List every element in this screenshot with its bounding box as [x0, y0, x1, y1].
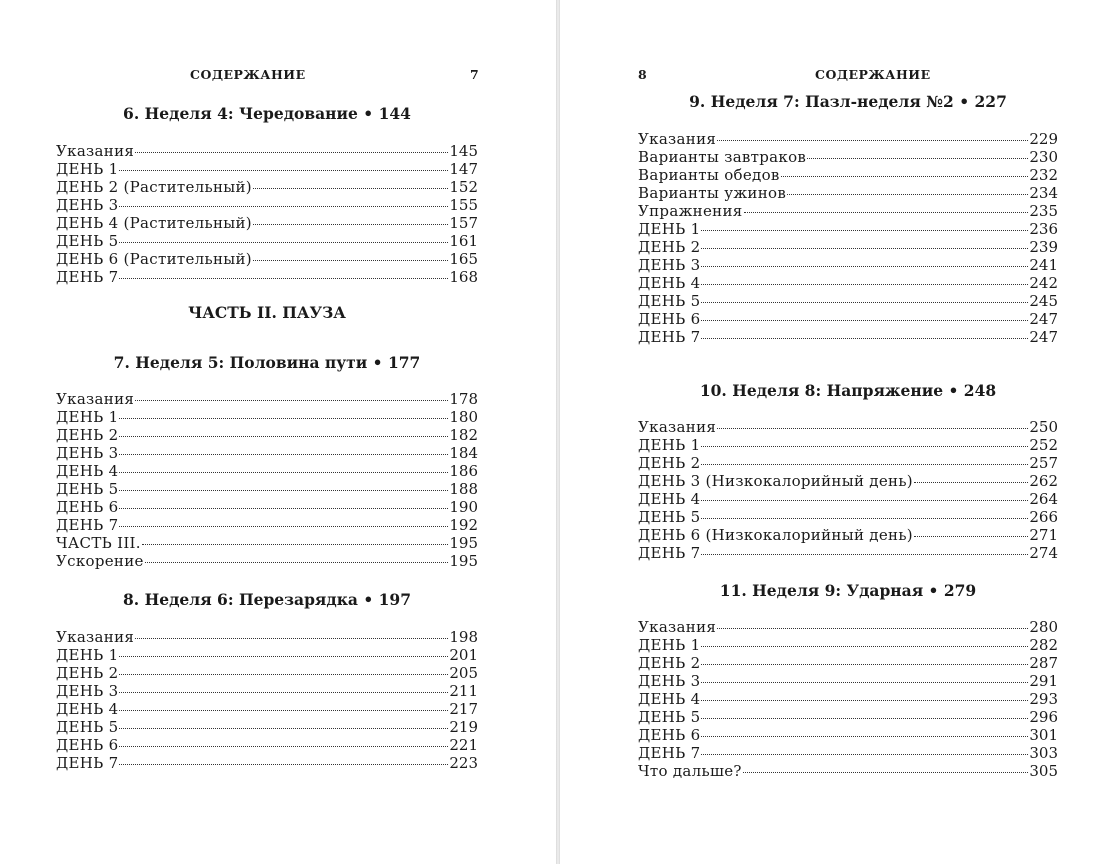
dot-leader: [744, 212, 1029, 213]
toc-entry-page: 293: [1029, 690, 1058, 708]
toc-entry-page: 184: [449, 444, 478, 462]
toc-entry[interactable]: [56, 480, 478, 498]
dot-leader: [781, 176, 1029, 177]
toc-list-week4: [56, 142, 478, 286]
toc-entry-label: Указания: [56, 142, 135, 160]
dot-leader: [701, 518, 1028, 519]
dot-leader: [119, 454, 448, 455]
toc-entry-page: 161: [449, 232, 478, 250]
toc-entry[interactable]: [56, 718, 478, 736]
toc-entry-page: 271: [1029, 526, 1058, 544]
toc-section-week9: [638, 582, 1058, 600]
toc-entry-page: 241: [1029, 256, 1058, 274]
toc-entry-label: ДЕНЬ 5: [56, 232, 119, 250]
toc-entry[interactable]: [638, 618, 1058, 636]
toc-entry[interactable]: [638, 654, 1058, 672]
toc-entry[interactable]: [638, 708, 1058, 726]
toc-list-week5: [56, 390, 478, 570]
toc-entry-page: 287: [1029, 654, 1058, 672]
toc-entry-label: ДЕНЬ 6 (Растительный): [56, 250, 252, 268]
dot-leader: [119, 508, 448, 509]
toc-entry[interactable]: [638, 690, 1058, 708]
toc-entry-label: ДЕНЬ 1: [56, 408, 119, 426]
dot-leader: [142, 544, 449, 545]
toc-entry[interactable]: [56, 700, 478, 718]
toc-entry[interactable]: [638, 744, 1058, 762]
toc-entry[interactable]: [638, 238, 1058, 256]
toc-entry-label: ДЕНЬ 7: [638, 328, 701, 346]
toc-entry-page: 168: [449, 268, 478, 286]
dot-leader: [701, 464, 1028, 465]
toc-entry[interactable]: [56, 444, 478, 462]
dot-leader: [701, 736, 1028, 737]
toc-entry[interactable]: [638, 490, 1058, 508]
toc-entry-label: ДЕНЬ 1: [56, 160, 119, 178]
toc-entry-page: 239: [1029, 238, 1058, 256]
toc-entry-page: 155: [449, 196, 478, 214]
toc-entry-page: 264: [1029, 490, 1058, 508]
dot-leader: [119, 170, 448, 171]
dot-leader: [119, 418, 448, 419]
toc-entry-page: 291: [1029, 672, 1058, 690]
dot-leader: [119, 278, 448, 279]
toc-entry-label: Указания: [638, 130, 717, 148]
toc-entry[interactable]: [638, 762, 1058, 780]
dot-leader: [119, 206, 448, 207]
toc-entry[interactable]: [638, 274, 1058, 292]
toc-entry-page: 195: [449, 534, 478, 552]
toc-entry-label: ДЕНЬ 5: [638, 508, 701, 526]
toc-entry-label: ДЕНЬ 2: [56, 664, 119, 682]
toc-entry-page: 274: [1029, 544, 1058, 562]
toc-entry-page: 229: [1029, 130, 1058, 148]
dot-leader: [119, 472, 448, 473]
section-heading: 7. Неделя 5: Половина пути • 177: [113, 353, 421, 372]
toc-entry[interactable]: [638, 636, 1058, 654]
toc-entry-label: ДЕНЬ 7: [638, 544, 701, 562]
toc-entry[interactable]: [56, 214, 478, 232]
page-number-right: 8: [638, 67, 647, 82]
toc-entry[interactable]: [56, 408, 478, 426]
toc-entry-page: 247: [1029, 328, 1058, 346]
toc-entry-label: ДЕНЬ 6 (Низкокалорийный день): [638, 526, 913, 544]
toc-entry-label: Варианты ужинов: [638, 184, 787, 202]
toc-entry-page: 180: [449, 408, 478, 426]
dot-leader: [914, 536, 1028, 537]
dot-leader: [253, 224, 448, 225]
dot-leader: [135, 152, 448, 153]
toc-entry[interactable]: [56, 232, 478, 250]
toc-entry[interactable]: [638, 418, 1058, 436]
toc-entry[interactable]: [56, 178, 478, 196]
toc-entry-page: 250: [1029, 418, 1058, 436]
toc-entry-label: ЧАСТЬ III.: [56, 534, 141, 552]
dot-leader: [119, 728, 448, 729]
toc-entry-page: 242: [1029, 274, 1058, 292]
toc-entry[interactable]: [638, 726, 1058, 744]
toc-entry-label: Что дальше?: [638, 762, 742, 780]
toc-entry-label: ДЕНЬ 1: [56, 646, 119, 664]
toc-entry-label: ДЕНЬ 1: [638, 636, 701, 654]
toc-entry[interactable]: [638, 672, 1058, 690]
dot-leader: [701, 700, 1028, 701]
toc-entry[interactable]: [638, 166, 1058, 184]
toc-section-week5: [56, 354, 478, 372]
toc-entry-page: 186: [449, 462, 478, 480]
toc-entry[interactable]: [56, 754, 478, 772]
dot-leader: [701, 682, 1028, 683]
toc-entry-page: 252: [1029, 436, 1058, 454]
toc-entry-label: ДЕНЬ 3: [638, 672, 701, 690]
toc-entry[interactable]: [638, 508, 1058, 526]
dot-leader: [119, 656, 448, 657]
dot-leader: [701, 500, 1028, 501]
toc-entry-page: 192: [449, 516, 478, 534]
toc-entry[interactable]: [638, 184, 1058, 202]
section-heading: 11. Неделя 9: Ударная • 279: [719, 581, 977, 600]
toc-entry[interactable]: [638, 220, 1058, 238]
part-heading: [56, 304, 478, 322]
toc-entry[interactable]: [56, 534, 478, 552]
dot-leader: [787, 194, 1028, 195]
dot-leader: [119, 526, 448, 527]
toc-entry-page: 182: [449, 426, 478, 444]
toc-entry-page: 236: [1029, 220, 1058, 238]
dot-leader: [701, 320, 1028, 321]
running-head-right: СОДЕРЖАНИЕ: [815, 67, 931, 82]
toc-entry[interactable]: [56, 142, 478, 160]
toc-entry[interactable]: [638, 436, 1058, 454]
toc-entry[interactable]: [56, 426, 478, 444]
toc-entry-label: ДЕНЬ 6: [638, 310, 701, 328]
toc-entry[interactable]: [638, 454, 1058, 472]
toc-entry-page: 234: [1029, 184, 1058, 202]
toc-entry[interactable]: [638, 310, 1058, 328]
toc-entry-label: ДЕНЬ 2: [638, 654, 701, 672]
toc-entry[interactable]: [56, 462, 478, 480]
toc-entry-label: ДЕНЬ 3: [56, 444, 119, 462]
dot-leader: [914, 482, 1028, 483]
toc-entry-label: ДЕНЬ 6: [56, 498, 119, 516]
toc-entry-page: 247: [1029, 310, 1058, 328]
dot-leader: [701, 754, 1028, 755]
toc-entry-label: ДЕНЬ 5: [638, 292, 701, 310]
toc-entry-page: 211: [449, 682, 478, 700]
dot-leader: [701, 338, 1028, 339]
dot-leader: [701, 664, 1028, 665]
toc-entry-label: ДЕНЬ 4 (Растительный): [56, 214, 252, 232]
toc-entry-label: ДЕНЬ 3: [638, 256, 701, 274]
toc-entry-page: 157: [449, 214, 478, 232]
toc-entry-page: 178: [449, 390, 478, 408]
toc-entry-label: ДЕНЬ 3 (Низкокалорийный день): [638, 472, 913, 490]
toc-entry-page: 205: [449, 664, 478, 682]
toc-entry-label: ДЕНЬ 7: [56, 268, 119, 286]
dot-leader: [119, 490, 448, 491]
toc-entry-page: 195: [449, 552, 478, 570]
dot-leader: [807, 158, 1028, 159]
toc-entry-page: 188: [449, 480, 478, 498]
dot-leader: [119, 764, 448, 765]
section-heading: 10. Неделя 8: Напряжение • 248: [699, 381, 997, 400]
toc-entry[interactable]: [56, 390, 478, 408]
dot-leader: [701, 554, 1028, 555]
dot-leader: [701, 230, 1028, 231]
toc-entry-label: ДЕНЬ 2: [638, 238, 701, 256]
section-heading: 8. Неделя 6: Перезарядка • 197: [123, 590, 411, 609]
dot-leader: [119, 436, 448, 437]
toc-entry[interactable]: [638, 544, 1058, 562]
running-head-left: СОДЕРЖАНИЕ: [190, 67, 306, 82]
toc-entry-label: ДЕНЬ 2: [56, 426, 119, 444]
toc-entry-label: ДЕНЬ 5: [56, 480, 119, 498]
dot-leader: [701, 266, 1028, 267]
toc-entry[interactable]: [638, 130, 1058, 148]
toc-entry[interactable]: [638, 292, 1058, 310]
toc-entry-label: ДЕНЬ 4: [638, 690, 701, 708]
toc-entry-label: Варианты обедов: [638, 166, 780, 184]
toc-entry[interactable]: [56, 268, 478, 286]
dot-leader: [119, 692, 448, 693]
dot-leader: [253, 188, 448, 189]
dot-leader: [701, 718, 1028, 719]
dot-leader: [135, 638, 448, 639]
dot-leader: [145, 562, 449, 563]
toc-entry[interactable]: [638, 472, 1058, 490]
toc-entry-page: 201: [449, 646, 478, 664]
toc-entry[interactable]: [56, 664, 478, 682]
dot-leader: [253, 260, 448, 261]
toc-entry-page: 198: [449, 628, 478, 646]
toc-entry-label: ДЕНЬ 7: [638, 744, 701, 762]
toc-entry-page: 305: [1029, 762, 1058, 780]
toc-entry-page: 245: [1029, 292, 1058, 310]
toc-entry-page: 266: [1029, 508, 1058, 526]
toc-entry-page: 165: [449, 250, 478, 268]
toc-entry[interactable]: [56, 628, 478, 646]
toc-entry-label: ДЕНЬ 2: [638, 454, 701, 472]
toc-entry-page: 152: [449, 178, 478, 196]
toc-entry[interactable]: [56, 196, 478, 214]
toc-entry-page: 282: [1029, 636, 1058, 654]
toc-entry-page: 223: [449, 754, 478, 772]
dot-leader: [717, 428, 1028, 429]
toc-entry[interactable]: [56, 736, 478, 754]
toc-entry[interactable]: [56, 552, 478, 570]
dot-leader: [119, 710, 448, 711]
toc-entry-page: 147: [449, 160, 478, 178]
toc-entry-label: ДЕНЬ 5: [56, 718, 119, 736]
dot-leader: [701, 646, 1028, 647]
toc-entry[interactable]: [56, 498, 478, 516]
toc-entry-label: Варианты завтраков: [638, 148, 807, 166]
toc-entry[interactable]: [638, 202, 1058, 220]
toc-entry-page: 190: [449, 498, 478, 516]
toc-section-week4: [56, 105, 478, 123]
toc-entry-label: ДЕНЬ 2 (Растительный): [56, 178, 252, 196]
toc-entry[interactable]: [56, 250, 478, 268]
dot-leader: [701, 284, 1028, 285]
toc-entry-page: 221: [449, 736, 478, 754]
toc-entry-label: Указания: [638, 418, 717, 436]
toc-entry-page: 145: [449, 142, 478, 160]
toc-entry[interactable]: [56, 682, 478, 700]
toc-entry-label: ДЕНЬ 4: [56, 700, 119, 718]
toc-entry-label: ДЕНЬ 5: [638, 708, 701, 726]
toc-entry-label: ДЕНЬ 3: [56, 682, 119, 700]
dot-leader: [717, 140, 1028, 141]
toc-entry[interactable]: [638, 148, 1058, 166]
toc-list-week8: [638, 418, 1058, 562]
toc-entry-label: ДЕНЬ 4: [638, 490, 701, 508]
toc-list-week7: [638, 130, 1058, 346]
toc-entry[interactable]: [638, 328, 1058, 346]
section-heading: 9. Неделя 7: Пазл-неделя №2 • 227: [689, 92, 1007, 111]
toc-entry-label: ДЕНЬ 6: [56, 736, 119, 754]
toc-entry-label: ДЕНЬ 1: [638, 436, 701, 454]
toc-entry-label: ДЕНЬ 7: [56, 754, 119, 772]
toc-entry-label: ДЕНЬ 4: [638, 274, 701, 292]
toc-entry-page: 219: [449, 718, 478, 736]
section-heading: 6. Неделя 4: Чередование • 144: [123, 104, 411, 123]
toc-entry-page: 303: [1029, 744, 1058, 762]
dot-leader: [119, 674, 448, 675]
dot-leader: [717, 628, 1028, 629]
toc-entry-label: Указания: [638, 618, 717, 636]
toc-entry-label: ДЕНЬ 4: [56, 462, 119, 480]
toc-entry-label: Ускорение: [56, 552, 144, 570]
dot-leader: [743, 772, 1029, 773]
toc-entry-page: 217: [449, 700, 478, 718]
toc-entry[interactable]: [638, 256, 1058, 274]
dot-leader: [701, 446, 1028, 447]
dot-leader: [701, 302, 1028, 303]
toc-entry-label: Указания: [56, 390, 135, 408]
part-title: ЧАСТЬ II. ПАУЗА: [188, 303, 346, 322]
toc-entry-label: ДЕНЬ 3: [56, 196, 119, 214]
toc-entry-page: 235: [1029, 202, 1058, 220]
dot-leader: [135, 400, 448, 401]
toc-entry-page: 230: [1029, 148, 1058, 166]
toc-entry-page: 262: [1029, 472, 1058, 490]
toc-entry-label: Указания: [56, 628, 135, 646]
toc-entry[interactable]: [56, 516, 478, 534]
toc-section-week7: [638, 93, 1058, 111]
toc-section-week8: [638, 382, 1058, 400]
toc-list-week9: [638, 618, 1058, 780]
toc-section-week6: [56, 591, 478, 609]
dot-leader: [119, 242, 448, 243]
toc-entry-label: ДЕНЬ 1: [638, 220, 701, 238]
toc-entry-label: ДЕНЬ 6: [638, 726, 701, 744]
toc-entry-page: 280: [1029, 618, 1058, 636]
toc-entry[interactable]: [56, 160, 478, 178]
toc-entry-page: 301: [1029, 726, 1058, 744]
toc-list-week6: [56, 628, 478, 772]
toc-entry-label: Упражнения: [638, 202, 743, 220]
toc-entry-page: 296: [1029, 708, 1058, 726]
toc-entry-label: ДЕНЬ 7: [56, 516, 119, 534]
page-number-left: 7: [470, 67, 479, 82]
toc-entry[interactable]: [56, 646, 478, 664]
dot-leader: [701, 248, 1028, 249]
toc-entry-page: 232: [1029, 166, 1058, 184]
dot-leader: [119, 746, 448, 747]
toc-entry[interactable]: [638, 526, 1058, 544]
toc-entry-page: 257: [1029, 454, 1058, 472]
